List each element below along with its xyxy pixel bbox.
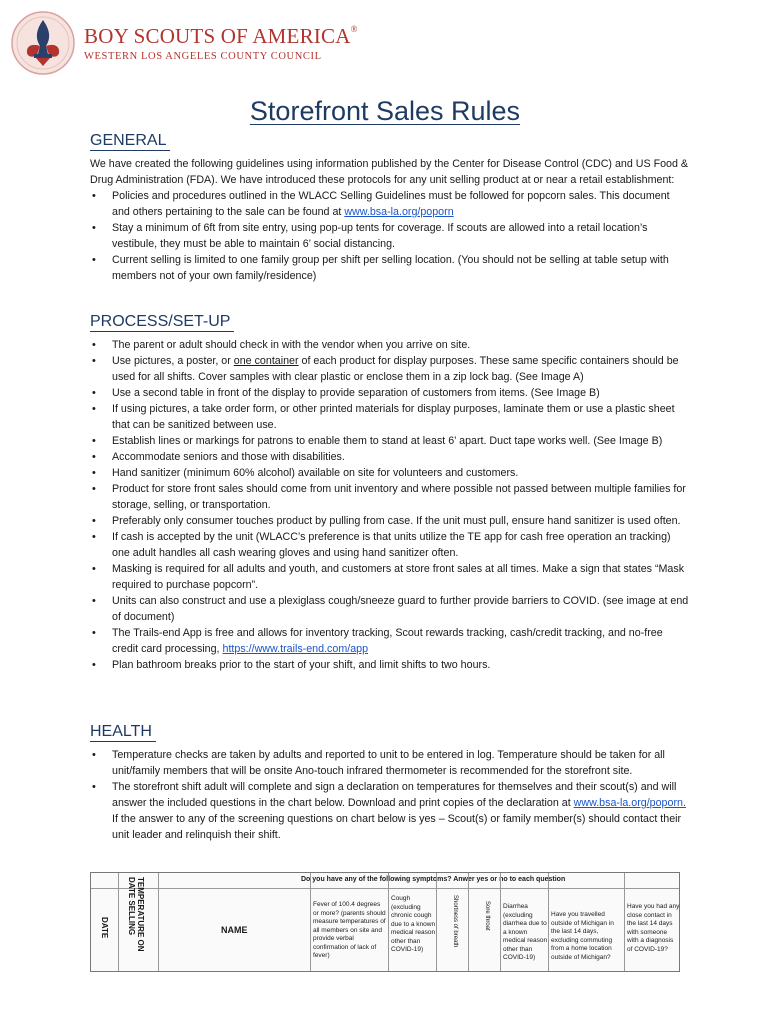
popcorn-guidelines-link[interactable]: www.bsa-la.org/poporn <box>344 206 454 218</box>
cough-question: Cough (excluding chronic cough due to a known medical reason other than COVID-19) <box>391 895 436 953</box>
diarrhea-question: Diarrhea (excluding diarrhea due to a known medical reason other than COVID-19) <box>503 903 548 961</box>
letterhead <box>10 8 410 78</box>
list-item: • Accommodate seniors and those with disabilities. <box>90 449 690 465</box>
health-list <box>90 747 690 843</box>
list-item: • Policies and procedures outlined in the WLACC Selling Guidelines must be followed for popcorn sales. This document and others pertaining to the sale can be found at www.bsa-la.org/poporn <box>90 188 690 220</box>
contact-column <box>625 873 681 971</box>
cough-column <box>389 873 437 971</box>
list-item: • Establish lines or markings for patrons to enable them to stand at least 6’ apart. Duct tape works well. (See Image B) <box>90 433 690 449</box>
list-item: • Current selling is limited to one family group per shift per selling location. (You should not be selling at table setup with members not of your own family/residence) <box>90 252 690 284</box>
general-intro: We have created the following guidelines using information published by the Center for Disease Control (CDC) and US Food & Drug Administration (FDA). We have introduced these protocols for any unit selling product at or near a retail establishment: <box>90 158 689 186</box>
list-item: • If cash is accepted by the unit (WLACC’s preference is that units utilize the TE app for cash free operation an tracking) one adult handles all cash wearing gloves and using hand sanitizer often. <box>90 529 690 561</box>
org-name: BOY SCOUTS OF AMERICA® <box>84 24 358 48</box>
name-column <box>159 873 311 971</box>
list-item: • Use a second table in front of the display to provide separation of customers from items. (See Image B) <box>90 385 690 401</box>
section-process-setup <box>90 313 690 673</box>
contact-question: Have you had any close contact in the last 14 days with someone with a diagnosis of COVID-19? <box>627 903 680 953</box>
travel-question: Have you travelled outside of Michigan in the last 14 days, excluding commuting from a home location outside of Michigan? <box>551 911 614 961</box>
list-item: • If using pictures, a take order form, or other printed materials for display purposes, laminate them or use a plastic sheet that can be sanitized between use. <box>90 401 690 433</box>
list-item: • Hand sanitizer (minimum 60% alcohol) available on site for volunteers and customers. <box>90 465 690 481</box>
trails-end-app-link[interactable]: https://www.trails-end.com/app <box>222 643 369 655</box>
list-item: • The storefront shift adult will complete and sign a declaration on temperatures for themselves and their scout(s) and will answer the included questions in the chart below. Download and print copies of the declaration at www.bsa-la.org/poporn. If the answer to any of the screening questions on chart below is yes – Scout(s) or family member(s) should contact their unit leader and relinquish their shift. <box>90 779 690 843</box>
temperature-header: TEMPERATURE ON DATE SELLING <box>127 877 145 952</box>
list-item: • Masking is required for all adults and youth, and customers at store front sales at all times. Make a sign that states “Mask required to purchase popcorn”. <box>90 561 690 593</box>
list-item: • Product for store front sales should come from unit inventory and where possible not passed between multiple families for storage, selling, or transportation. <box>90 481 690 513</box>
diarrhea-column <box>501 873 549 971</box>
breath-question: Shortness of breath <box>452 895 458 948</box>
process-list <box>90 337 690 673</box>
breath-column <box>437 873 469 971</box>
list-item: • Plan bathroom breaks prior to the start of your shift, and limit shifts to two hours. <box>90 657 690 673</box>
list-item: • Temperature checks are taken by adults and reported to unit to be entered in log. Temperature should be taken for all unit/family members that will be onsite Ano-touch infrared thermometer is recommended for the storefront site. <box>90 747 690 779</box>
date-column <box>91 873 119 971</box>
list-item: • Use pictures, a poster, or one container of each product for display purposes. These same specific containers should be used for all shifts. Cover samples with clear plastic or enclose them in a zip lock bag. (See Image A) <box>90 353 690 385</box>
temperature-column <box>119 873 159 971</box>
declaration-download-link[interactable]: www.bsa-la.org/poporn. <box>573 797 686 809</box>
date-header: DATE <box>100 917 109 939</box>
fever-question: Fever of 100.4 degrees or more? (parents should measure temperatures of all members on site and provide verbal confirmation of lack of fever) <box>313 901 386 959</box>
section-general <box>90 132 690 284</box>
bsa-fleur-de-lis-logo <box>10 10 76 76</box>
list-item: • Preferably only consumer touches product by pulling from case. If the unit must pull, ensure hand sanitizer is used often. <box>90 513 690 529</box>
council-name: WESTERN LOS ANGELES COUNTY COUNCIL <box>84 51 322 62</box>
screening-log-table <box>90 872 680 972</box>
list-item: • The parent or adult should check in with the vendor when you arrive on site. <box>90 337 690 353</box>
section-heading-process: PROCESS/SET-UP <box>90 313 234 332</box>
list-item: • The Trails-end App is free and allows for inventory tracking, Scout rewards tracking, cash/credit tracking, and no-free credit card processing, https://www.trails-end.com/app <box>90 625 690 657</box>
section-heading-health: HEALTH <box>90 723 156 742</box>
travel-column <box>549 873 625 971</box>
fever-column <box>311 873 389 971</box>
section-heading-general: GENERAL <box>90 132 170 151</box>
name-header: NAME <box>221 925 248 935</box>
throat-column <box>469 873 501 971</box>
symptoms-heading: Do you have any of the following symptoms? Anwer yes or no to each question <box>301 876 566 883</box>
document-title: Storefront Sales Rules <box>249 96 521 126</box>
section-health <box>90 723 690 843</box>
throat-question: Sore throat <box>484 901 490 931</box>
general-list <box>90 188 690 284</box>
list-item: • Stay a minimum of 6ft from site entry, using pop-up tents for coverage. If scouts are allowed into a retail location’s vestibule, they must be able to maintain 6’ social distancing. <box>90 220 690 252</box>
list-item: • Units can also construct and use a plexiglass cough/sneeze guard to further provide barriers to COVID. (see image at end of document) <box>90 593 690 625</box>
